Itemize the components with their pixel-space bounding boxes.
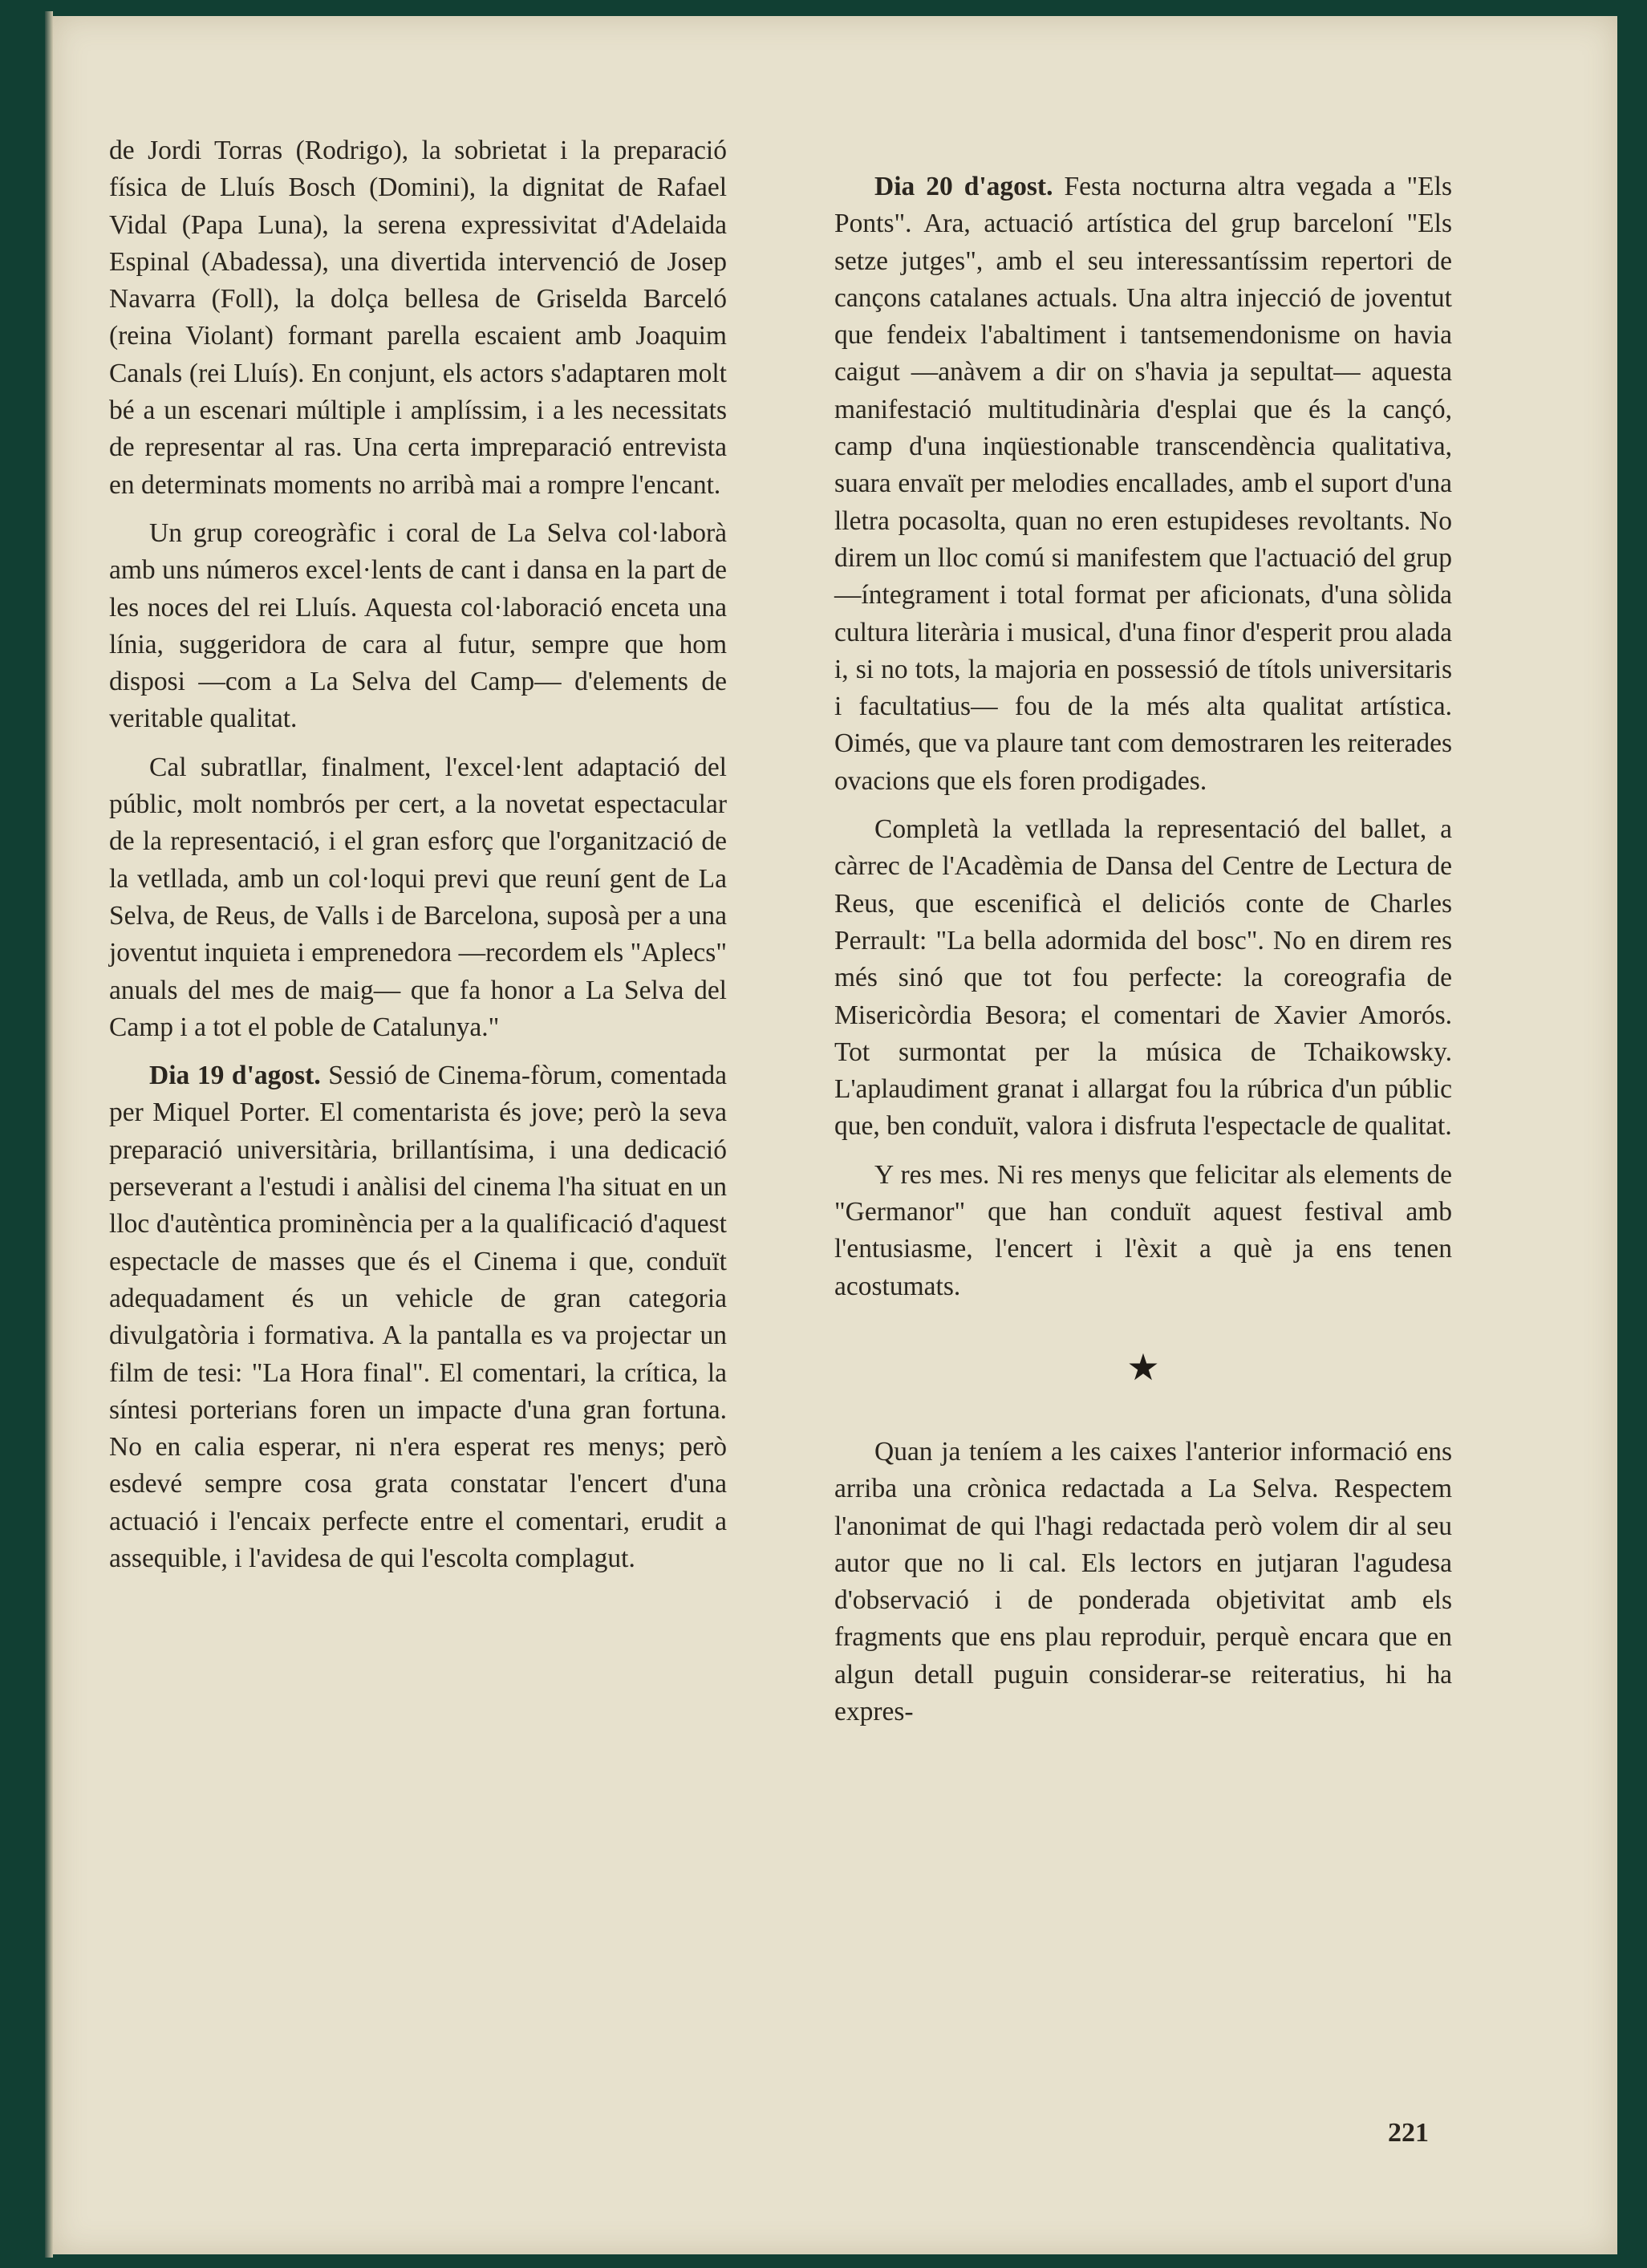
right-paragraph-1 (834, 168, 1452, 800)
right-paragraph-4: Quan ja teníem a les caixes l'anterior informació ens arriba una crònica redactada a La Selva. Respectem l'anonimat de qui l'hagi redactada però volem dir al seu autor que no li cal. Els lectors en jutjaran l'agudesa d'observació i de ponderada objetivitat amb els fragments que ens plau reproduir, perquè encara que en algun detall puguin considerar-se reiteratius, hi ha expres- (834, 1436, 1452, 1726)
right-paragraph-1-body: Festa nocturna altra vegada a "Els Ponts". Ara, actuació artística del grup barceloní "Els setze jutges", amb el seu interessantíssim repertori de cançons catalanes actuals. Una altra injecció de joventut que fendeix l'abaltiment i tantsemendonisme on havia caigut —anàvem a dir on s'havia ja sepultat— aquesta manifestació multitudinària d'esplai que és la cançó, camp d'una inqüestionable transcendència qualitativa, suara envaït per melodies encallades, amb el suport d'una lletra pocasolta, quan no eren estupideses revoltants. No direm un lloc comú si manifestem que l'actuació del grup —íntegrament i total format per aficionats, d'una sòlida cultura literària i musical, d'una finor d'esperit prou alada i, si no tots, la majoria en possessió de títols universitaris i facultatius— fou de la més alta qualitat artística. Oimés, que va plaure tant com demostraren les reiterades ovacions que els foren prodigades. (834, 172, 1452, 796)
right-paragraph-3: Y res mes. Ni res menys que felicitar als elements de "Germanor" que han conduït aquest festival amb l'entusiasme, l'encert i l'èxit a què ja ens tenen acostumats. (834, 1159, 1452, 1301)
date-heading-20-august: Dia 20 d'agost. (874, 172, 1053, 201)
left-paragraph-2: Un grup coreogràfic i coral de La Selva col·laborà amb uns números excel·lents de cant i dansa en la part de les noces del rei Lluís. Aquesta col·laboració enceta una línia, suggeridora de cara al futur, sempre que hom disposi —com a La Selva del Camp— d'elements de veritable qualitat. (109, 517, 727, 734)
star-separator-icon: ★ (1126, 1346, 1160, 1388)
page-binding-edge (45, 11, 53, 2258)
right-text-column (834, 168, 1452, 1742)
left-text-column (109, 132, 727, 1588)
left-paragraph-1: de Jordi Torras (Rodrigo), la sobrietat i la preparació física de Lluís Bosch (Domini), la dignitat de Rafael Vidal (Papa Luna), la serena expressivitat d'Adelaida Espinal (Abadessa), una divertida intervenció de Josep Navarra (Foll), la dolça bellesa de Griselda Barceló (reina Violant) formant parella escaient amb Joaquim Canals (rei Lluís). En conjunt, els actors s'adaptaren molt bé a un escenari múltiple i amplíssim, i a les necessitats de representar al ras. Una certa impreparació entrevista en determinats moments no arribà mai a rompre l'encant. (109, 136, 727, 500)
date-heading-19-august: Dia 19 d'agost. (149, 1061, 321, 1091)
page-number: 221 (1388, 2118, 1429, 2148)
right-paragraph-2: Completà la vetllada la representació del ballet, a càrrec de l'Acadèmia de Dansa del Centre de Lectura de Reus, que escenificà el deliciós conte de Charles Perrault: "La bella adormida del bosc". No en direm res més sinó que tot fou perfecte: la coreografia de Misericòrdia Besora; el comentari de Xavier Amorós. Tot surmontat per la música de Tchaikowsky. L'aplaudiment granat i allargat fou la rúbrica d'un públic que, ben conduït, valora i disfruta l'espectacle de qualitat. (834, 814, 1452, 1142)
left-paragraph-4-body: Sessió de Cinema-fòrum, comentada per Miquel Porter. El comentarista és jove; però la seva preparació universitària, brillantísima, i una dedicació perseverant a l'estudi i anàlisi del cinema l'ha situat en un lloc d'autèntica prominència per a la qualificació d'aquest espectacle de masses que és el Cinema i que, conduït adequadament és un vehicle de gran categoria divulgatòria i formativa. A la pantalla es va projectar un film de tesi: "La Hora final". El comentari, la crítica, la síntesi porterians foren un impacte d'una gran fortuna. No en calia esperar, ni n'era esperat res menys; però esdevé sempre cosa grata constatar l'encert d'una actuació i l'encaix perfecte entre el comentari, erudit a assequible, i l'avidesa de qui l'escolta complagut. (109, 1061, 728, 1573)
left-paragraph-4 (109, 1057, 727, 1577)
left-paragraph-3: Cal subratllar, finalment, l'excel·lent adaptació del públic, molt nombrós per cert, a la novetat espectacular de la representació, i el gran esforç que l'organització de la vetllada, amb un col·loqui previ que reuní gent de La Selva, de Reus, de Valls i de Barcelona, suposà per a una joventut inquieta i emprenedora —recordem els "Aplecs" anuals del mes de maig— que fa honor a La Selva del Camp i a tot el poble de Catalunya." (109, 752, 727, 1042)
